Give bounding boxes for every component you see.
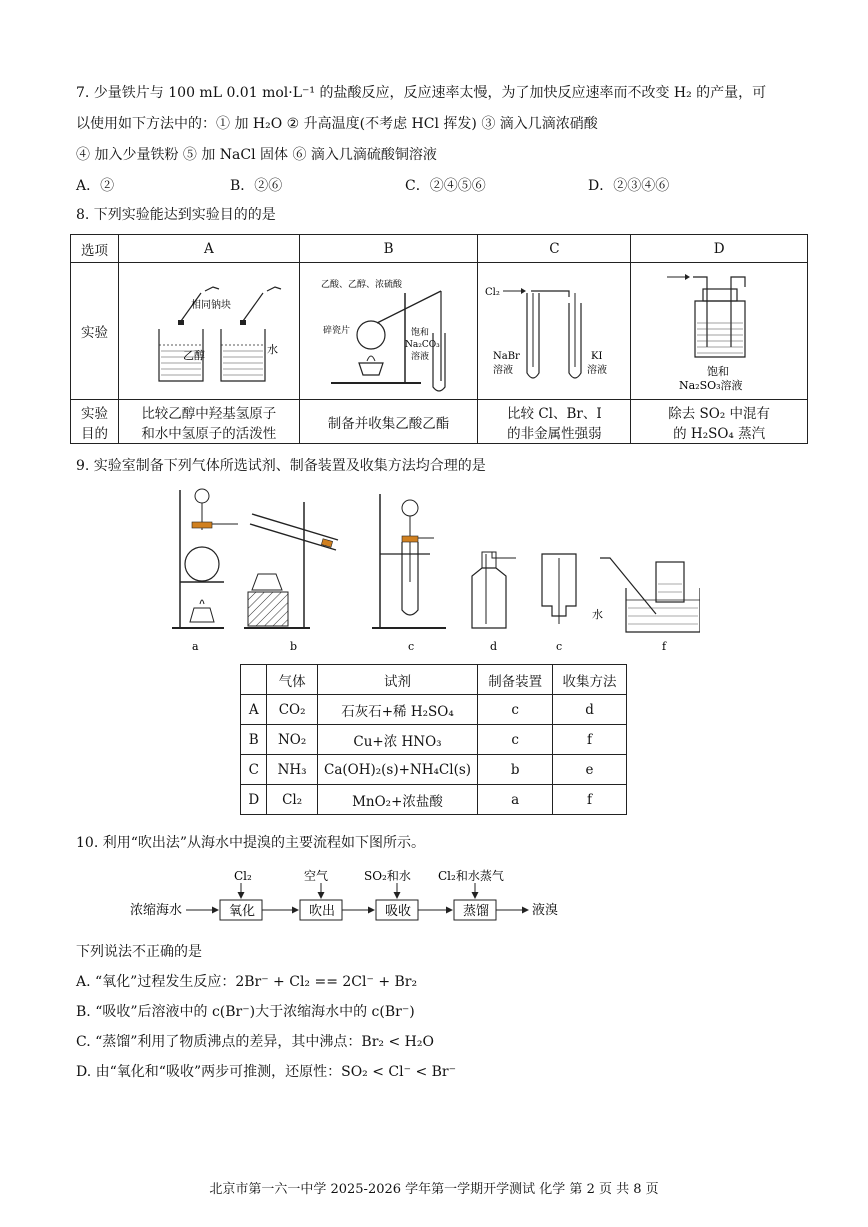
q7-option-a: A．② <box>76 178 115 194</box>
q9-header-reagent: 试剂 <box>317 665 478 695</box>
fig-b-sat-2: Na₂CO₃ <box>404 340 440 350</box>
q7-option-b: B．②⑥ <box>230 178 283 194</box>
q8-header-option: 选项 <box>71 235 119 263</box>
fig-a-piece-label: 相同钠块 <box>190 300 231 311</box>
fig-c-cl2-label: Cl₂ <box>485 287 501 298</box>
q9-row-d-collection: f <box>553 785 627 815</box>
flow-box-2-label: 吹出 <box>309 904 336 919</box>
q9-row-b-device: c <box>478 725 553 755</box>
q10-stem: 10. 利用“吹出法”从海水中提溴的主要流程如下图所示。 <box>76 835 426 851</box>
q8-goal-c-2: 的非金属性强弱 <box>507 425 602 442</box>
fig-label-c: c <box>408 640 415 653</box>
q9-table <box>240 664 627 815</box>
wash-bottle-figure <box>633 263 805 395</box>
q8-goal-label-1: 实验 <box>80 405 108 422</box>
flow-box-3-label: 吸收 <box>385 904 412 919</box>
q9-row-b-gas: NO₂ <box>267 725 317 755</box>
q8-goal-a-2: 和水中氢原子的活泼性 <box>141 425 277 442</box>
fig-water-label: 水 <box>592 608 603 621</box>
q7-line-3: ④ 加入少量铁粉 ⑤ 加 NaCl 固体 ⑥ 滴入几滴硫酸铜溶液 <box>76 147 437 163</box>
fig-a-right-label: 水 <box>266 343 278 356</box>
fig-label-f: f <box>662 640 667 653</box>
q8-figure-b <box>299 263 478 400</box>
q9-row-a-collection: d <box>553 695 627 725</box>
q8-goal-b: 制备并收集乙酸乙酯 <box>299 400 478 444</box>
apparatus-a <box>172 489 238 628</box>
q9-row-b-collection: f <box>553 725 627 755</box>
q7-option-d: D．②③④⑥ <box>588 178 670 194</box>
halogen-tubes-figure <box>479 263 629 395</box>
q9-row-a-reagent: 石灰石+稀 H₂SO₄ <box>317 695 478 725</box>
apparatus-f <box>600 558 700 632</box>
apparatus-d <box>472 552 516 628</box>
flow-input-3: SO₂和水 <box>364 869 411 883</box>
q8-goal-c-1: 比较 Cl、Br、I <box>507 405 602 422</box>
beakers-sodium-figure <box>121 263 297 395</box>
fig-c-ki-2: 溶液 <box>587 365 608 376</box>
q9-header-collection: 收集方法 <box>553 665 627 695</box>
page-footer: 北京市第一六一中学 2025-2026 学年第一学期开学测试 化学 第 2 页 共 8 页 <box>209 1182 659 1197</box>
ester-apparatus-figure <box>301 263 477 395</box>
q9-row-a-label: A <box>241 695 267 725</box>
q8-figure-a <box>118 263 299 400</box>
q9-row-d-device: a <box>478 785 553 815</box>
q8-goal-label-2: 目的 <box>80 425 108 442</box>
q9-row-c-collection: e <box>553 755 627 785</box>
q7-line-1: 7. 少量铁片与 100 mL 0.01 mol·L⁻¹ 的盐酸反应，反应速率太慢，为了加快反应速率而不改变 H₂ 的产量，可 <box>76 85 767 101</box>
q9-row-d-gas: Cl₂ <box>267 785 317 815</box>
q8-header-c: C <box>478 235 631 263</box>
q7-option-c: C．②④⑤⑥ <box>405 178 486 194</box>
flow-start: 浓缩海水 <box>130 903 183 918</box>
q9-apparatus-figure <box>160 484 700 658</box>
flow-end: 液溴 <box>532 903 559 918</box>
fig-d-sat-2: Na₂SO₃溶液 <box>679 379 743 392</box>
flow-box-4-label: 蒸馏 <box>463 904 490 919</box>
q9-row-b-label: B <box>241 725 267 755</box>
fig-d-sat-1: 饱和 <box>707 365 730 378</box>
apparatus-b <box>244 502 338 628</box>
q9-row-c-reagent: Ca(OH)₂(s)+NH₄Cl(s) <box>317 755 478 785</box>
q10-ask: 下列说法不正确的是 <box>76 944 202 960</box>
q8-row-goal-label <box>71 400 119 444</box>
apparatus-c <box>372 494 446 628</box>
q8-row-experiment-label: 实验 <box>71 263 119 400</box>
fig-label-e: c <box>556 640 563 653</box>
table-row <box>241 785 627 815</box>
q8-header-b: B <box>299 235 478 263</box>
q8-goal-a-1: 比较乙醇中羟基氢原子 <box>141 405 277 422</box>
apparatus-e <box>542 554 576 624</box>
q9-row-c-gas: NH₃ <box>267 755 317 785</box>
fig-label-a: a <box>192 640 199 653</box>
flow-input-2: 空气 <box>304 869 329 883</box>
q9-row-c-device: b <box>478 755 553 785</box>
q9-row-d-reagent: MnO₂+浓盐酸 <box>317 785 478 815</box>
q9-row-c-label: C <box>241 755 267 785</box>
q10-option-a: A. “氧化”过程发生反应：2Br⁻ + Cl₂ == 2Cl⁻ + Br₂ <box>76 974 418 990</box>
q10-option-c: C. “蒸馏”利用了物质沸点的差异，其中沸点：Br₂ < H₂O <box>76 1034 434 1050</box>
flow-input-4: Cl₂和水蒸气 <box>438 869 504 883</box>
q9-header-blank <box>241 665 267 695</box>
q9-header-gas: 气体 <box>267 665 317 695</box>
fig-b-reagents-label: 乙酸、乙醇、浓硫酸 <box>320 280 402 290</box>
q10-flow-diagram <box>126 866 596 926</box>
q8-figure-c <box>478 263 631 400</box>
fig-c-nabr-2: 溶液 <box>493 365 514 376</box>
flow-box-1-label: 氧化 <box>229 904 256 919</box>
table-row <box>241 695 627 725</box>
flow-input-1: Cl₂ <box>234 869 252 883</box>
q7-line-2: 以使用如下方法中的：① 加 H₂O ② 升高温度(不考虑 HCl 挥发) ③ 滴入几滴浓硝酸 <box>76 116 598 132</box>
q8-goal-a <box>118 400 299 444</box>
fig-c-ki-1: KI <box>591 351 603 362</box>
q8-goal-d <box>631 400 808 444</box>
q8-goal-d-1: 除去 SO₂ 中混有 <box>668 405 771 422</box>
q9-row-d-label: D <box>241 785 267 815</box>
q9-row-a-gas: CO₂ <box>267 695 317 725</box>
q9-header-device: 制备装置 <box>478 665 553 695</box>
fig-b-sat-1: 饱和 <box>410 328 429 338</box>
q10-option-d: D. 由“氧化和“吸收”两步可推测，还原性：SO₂ < Cl⁻ < Br⁻ <box>76 1064 456 1080</box>
q8-goal-c <box>478 400 631 444</box>
table-row <box>241 755 627 785</box>
q8-header-d: D <box>631 235 808 263</box>
q9-row-a-device: c <box>478 695 553 725</box>
q8-figure-d <box>631 263 808 400</box>
fig-b-sat-3: 溶液 <box>410 352 429 362</box>
fig-label-d: d <box>490 640 498 653</box>
fig-b-chip-label: 碎瓷片 <box>322 326 350 336</box>
q8-table <box>70 234 808 444</box>
fig-c-nabr-1: NaBr <box>493 351 521 362</box>
fig-a-left-label: 乙醇 <box>182 349 205 362</box>
table-row <box>241 725 627 755</box>
q10-option-b: B. “吸收”后溶液中的 c(Br⁻)大于浓缩海水中的 c(Br⁻) <box>76 1004 415 1020</box>
q8-stem: 8. 下列实验能达到实验目的的是 <box>76 207 276 223</box>
q9-row-b-reagent: Cu+浓 HNO₃ <box>317 725 478 755</box>
fig-label-b: b <box>290 640 298 653</box>
q8-goal-d-2: 的 H₂SO₄ 蒸汽 <box>673 425 766 442</box>
q9-stem: 9. 实验室制备下列气体所选试剂、制备装置及收集方法均合理的是 <box>76 458 486 474</box>
q8-header-a: A <box>118 235 299 263</box>
